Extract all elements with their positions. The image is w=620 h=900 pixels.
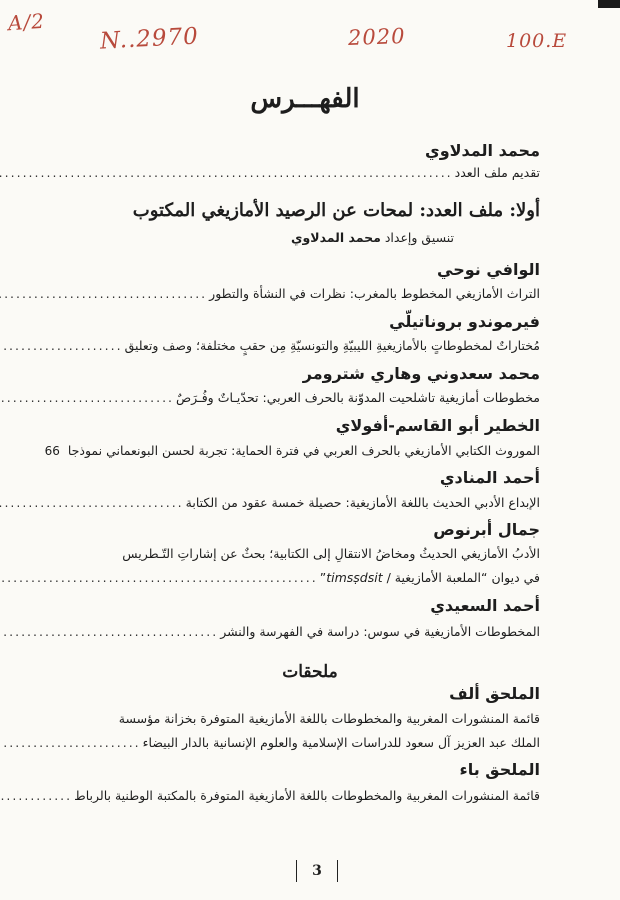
entry-title: تقديم ملف العدد — [454, 165, 540, 180]
leader-dots — [0, 390, 174, 405]
section-sub-prefix: تنسيق وإعداد — [384, 230, 454, 245]
entry-author: الوافي نوحي — [437, 260, 540, 279]
toc-entry[interactable] — [116, 624, 540, 639]
leader-dots — [0, 338, 123, 353]
toc-entry[interactable] — [116, 390, 540, 405]
leader-dots — [0, 624, 218, 639]
intro-entry[interactable] — [116, 165, 540, 180]
entry-title: الإبداع الأدبي الحديث باللغة الأمازيغية: حصيلة خمسة عقود من الكتابة — [185, 495, 540, 510]
entry-title-line2: في ديوان “الملعبة الأمازيغية / timsṣdsit” — [319, 570, 540, 585]
toc-entry[interactable] — [44, 443, 540, 458]
appendix-entry[interactable] — [74, 788, 540, 803]
appendix-title: الملحق ألف — [449, 684, 540, 703]
handwritten-year: 2020 — [347, 24, 406, 50]
leader-dots — [0, 570, 318, 585]
entry-author: الخطير أبو القاسم-أفولاي — [335, 416, 540, 435]
page-number: 3 — [296, 860, 338, 882]
appendix-line1: قائمة المنشورات المغربية والمخطوطات باللغة الأمازيغية المتوفرة بالمكتبة الوطنية بالرباط — [74, 788, 540, 803]
entry-title: التراث الأمازيغي المخطوط بالمغرب: نظرات في النشأة والتطور — [209, 286, 540, 301]
toc-entry[interactable] — [116, 338, 540, 353]
leader-dots — [0, 788, 72, 803]
leader-dots — [0, 495, 184, 510]
entry-title-line1[interactable]: الأدبُ الأمازيغي الحديثُ ومخاضُ الانتقالِ إلى الكتابية؛ بحثٌ عن إشاراتِ التّـطريس — [122, 546, 540, 561]
handwritten-code: 100.E — [506, 30, 568, 52]
entry-title: مُختاراتٌ لمخطوطاتٍ بالأمازيغيةِ الليبيّةِ والتونسيّةِ مِن حقبٍ مختلفة؛ وصف وتعليق — [124, 338, 540, 353]
appendices-heading: ملحقات — [282, 662, 338, 682]
section-subtitle — [291, 230, 454, 245]
entry-author: أحمد السعيدي — [430, 596, 540, 615]
toc-entry[interactable] — [116, 495, 540, 510]
leader-dots — [0, 286, 207, 301]
appendix-line1[interactable]: قائمة المنشورات المغربية والمخطوطات باللغة الأمازيغية المتوفرة بخزانة مؤسسة — [118, 711, 540, 726]
entry-page: 66 — [44, 444, 60, 458]
appendix-entry[interactable] — [116, 735, 540, 750]
intro-author: محمد المدلاوي — [425, 141, 540, 160]
toc-entry[interactable] — [116, 570, 540, 585]
toc-entry[interactable] — [116, 286, 540, 301]
entry-author: أحمد المنادي — [439, 468, 540, 487]
leader-dots — [0, 735, 141, 750]
appendix-line2: الملك عبد العزيز آل سعود للدراسات الإسلامية والعلوم الإنسانية بالدار البيضاء — [142, 735, 540, 750]
entry-author: فيرموندو بروناتيلّي — [389, 312, 540, 331]
page-title: الفهـــرس — [250, 84, 360, 114]
entry-title-latin: timsṣdsit — [326, 570, 383, 585]
scan-edge-mark — [598, 0, 620, 8]
entry-title: مخطوطات أمازيغية تاشلحيت المدوّنة بالحرف العربي: تحدّيـاتٌ وفُـرَصٌ — [176, 390, 540, 405]
section-title: أولا: ملف العدد: لمحات عن الرصيد الأمازيغي المكتوب — [132, 200, 540, 221]
handwritten-page-ref: A/2 — [7, 8, 46, 36]
entry-title: المخطوطات الأمازيغية في سوس: دراسة في الفهرسة والنشر — [220, 624, 540, 639]
handwritten-accession-number: N..2970 — [99, 23, 200, 55]
entry-author: جمال أبرنوص — [433, 520, 540, 539]
appendix-title: الملحق باء — [459, 760, 540, 779]
leader-dots — [0, 165, 453, 180]
entry-title: الموروث الكتابي الأمازيغي بالحرف العربي في فترة الحماية: تجربة لحسن البونعماني نموذجا — [67, 443, 540, 458]
section-sub-editor: محمد المدلاوي — [291, 230, 381, 245]
entry-author: محمد سعدوني وهاري شترومر — [302, 364, 540, 383]
